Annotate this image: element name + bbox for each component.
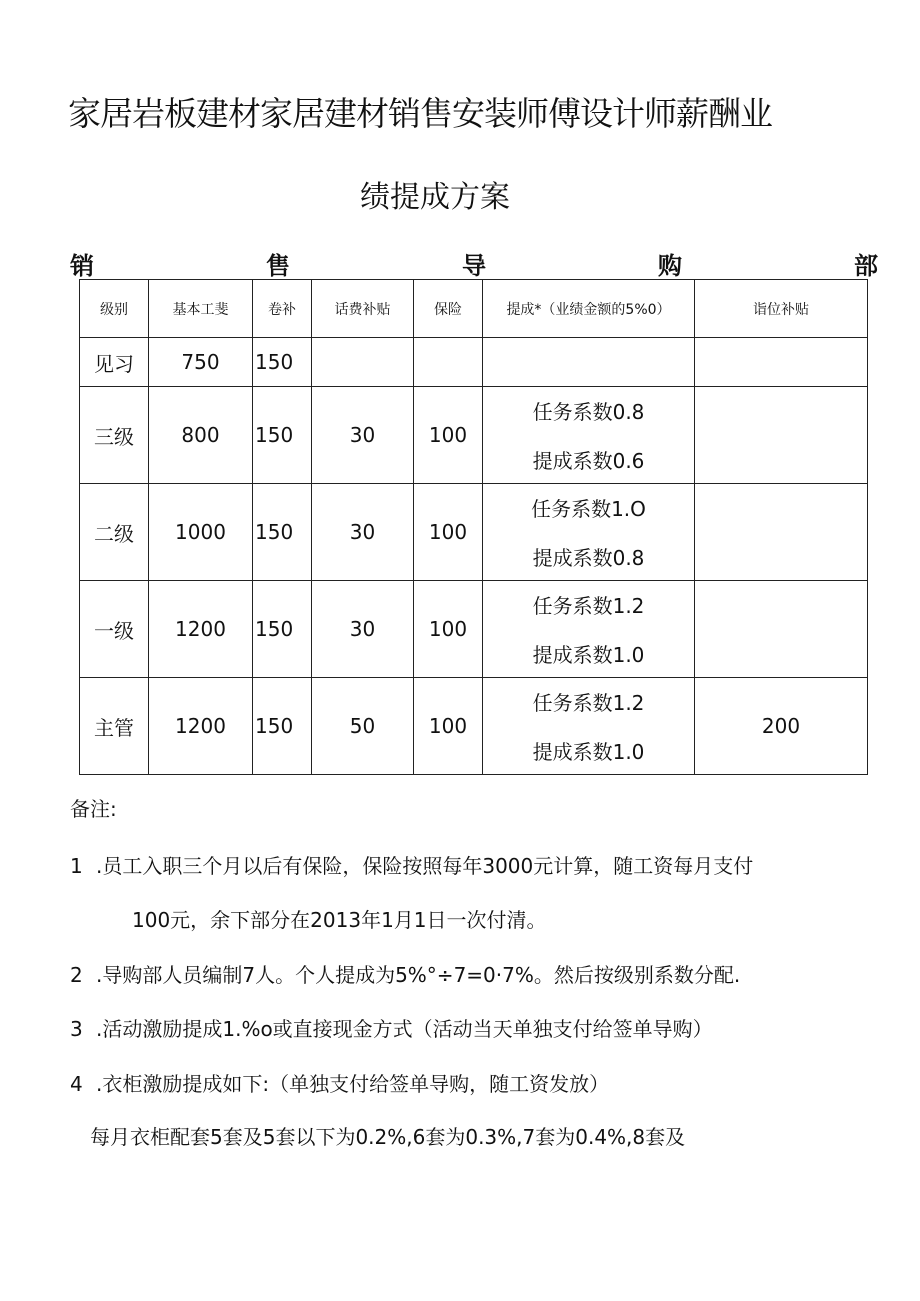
commission-coefficient: 提成系数0.6 bbox=[532, 449, 645, 473]
note-text: .活动激励提成1.%o或直接现金方式（活动当天单独支付给签单导购） bbox=[96, 1017, 713, 1041]
cell-insurance bbox=[414, 338, 483, 387]
notes-heading: 备注: bbox=[70, 797, 117, 821]
cell-post bbox=[695, 338, 868, 387]
task-coefficient: 任务系数1.2 bbox=[532, 594, 645, 618]
cell-insurance: 100 bbox=[414, 678, 483, 775]
header-post-subsidy: 诣位补贴 bbox=[695, 280, 868, 338]
cell-commission bbox=[483, 338, 695, 387]
cell-post: 200 bbox=[695, 678, 868, 775]
table-row bbox=[80, 338, 868, 387]
cell-allowance: 150 bbox=[253, 484, 312, 581]
header-commission: 提成*（业绩金额的5%0） bbox=[483, 280, 695, 338]
cell-base: 1000 bbox=[149, 484, 253, 581]
note-continuation: 每月衣柜配套5套及5套以下为0.2%,6套为0.3%,7套为0.4%,8套及 bbox=[90, 1125, 686, 1149]
note-number: 1 bbox=[70, 854, 83, 878]
document-title-line2: 绩提成方案 bbox=[360, 180, 510, 215]
dept-char: 售 bbox=[266, 252, 290, 280]
task-coefficient: 任务系数0.8 bbox=[532, 400, 645, 424]
dept-char: 购 bbox=[658, 252, 682, 280]
document-title-line1: 家居岩板建材家居建材销售安装师傅设计师薪酬业 bbox=[68, 94, 772, 133]
header-allowance: 卷补 bbox=[253, 280, 312, 338]
note-item bbox=[70, 1013, 713, 1042]
cell-post bbox=[695, 581, 868, 678]
cell-level: 主管 bbox=[80, 678, 149, 775]
cell-allowance: 150 bbox=[253, 338, 312, 387]
cell-phone: 50 bbox=[312, 678, 414, 775]
cell-base: 750 bbox=[149, 338, 253, 387]
table-row bbox=[80, 678, 868, 775]
note-number: 3 bbox=[70, 1017, 83, 1041]
commission-coefficient: 提成系数0.8 bbox=[532, 546, 645, 570]
header-base-salary: 基本工斐 bbox=[149, 280, 253, 338]
cell-base: 800 bbox=[149, 387, 253, 484]
salary-table bbox=[79, 279, 868, 775]
cell-commission bbox=[483, 581, 695, 678]
table-row bbox=[80, 581, 868, 678]
cell-level: 见习 bbox=[80, 338, 149, 387]
cell-base: 1200 bbox=[149, 678, 253, 775]
commission-coefficient: 提成系数1.0 bbox=[532, 740, 645, 764]
cell-commission bbox=[483, 387, 695, 484]
cell-post bbox=[695, 484, 868, 581]
cell-allowance: 150 bbox=[253, 387, 312, 484]
note-number: 2 bbox=[70, 963, 83, 987]
cell-level: 三级 bbox=[80, 387, 149, 484]
cell-insurance: 100 bbox=[414, 581, 483, 678]
note-item bbox=[70, 959, 740, 988]
header-insurance: 保险 bbox=[414, 280, 483, 338]
commission-coefficient: 提成系数1.0 bbox=[532, 643, 645, 667]
cell-commission bbox=[483, 678, 695, 775]
header-level: 级别 bbox=[80, 280, 149, 338]
note-text: .员工入职三个月以后有保险，保险按照每年3000元计算，随工资每月支付 bbox=[96, 854, 754, 878]
note-number: 4 bbox=[70, 1072, 83, 1096]
dept-char: 导 bbox=[462, 252, 486, 280]
department-heading bbox=[70, 246, 878, 281]
cell-allowance: 150 bbox=[253, 678, 312, 775]
cell-phone: 30 bbox=[312, 484, 414, 581]
header-phone-subsidy: 话费补贴 bbox=[312, 280, 414, 338]
cell-post bbox=[695, 387, 868, 484]
note-item bbox=[70, 850, 753, 879]
cell-phone: 30 bbox=[312, 581, 414, 678]
task-coefficient: 任务系数1.2 bbox=[532, 691, 645, 715]
note-continuation: 100元，余下部分在2013年1月1日一次付清。 bbox=[132, 908, 547, 932]
cell-level: 二级 bbox=[80, 484, 149, 581]
dept-char: 部 bbox=[854, 252, 878, 280]
cell-phone bbox=[312, 338, 414, 387]
table-row bbox=[80, 387, 868, 484]
cell-insurance: 100 bbox=[414, 387, 483, 484]
cell-allowance: 150 bbox=[253, 581, 312, 678]
table-header-row bbox=[80, 280, 868, 338]
note-text: .衣柜激励提成如下:（单独支付给签单导购，随工资发放） bbox=[96, 1072, 610, 1096]
table-row bbox=[80, 484, 868, 581]
cell-base: 1200 bbox=[149, 581, 253, 678]
note-item bbox=[70, 1068, 609, 1097]
note-text: .导购部人员编制7人。个人提成为5%°÷7=0·7%。然后按级别系数分配. bbox=[96, 963, 741, 987]
task-coefficient: 任务系数1.O bbox=[531, 497, 646, 521]
cell-commission bbox=[483, 484, 695, 581]
dept-char: 销 bbox=[70, 252, 94, 280]
cell-insurance: 100 bbox=[414, 484, 483, 581]
cell-phone: 30 bbox=[312, 387, 414, 484]
cell-level: 一级 bbox=[80, 581, 149, 678]
